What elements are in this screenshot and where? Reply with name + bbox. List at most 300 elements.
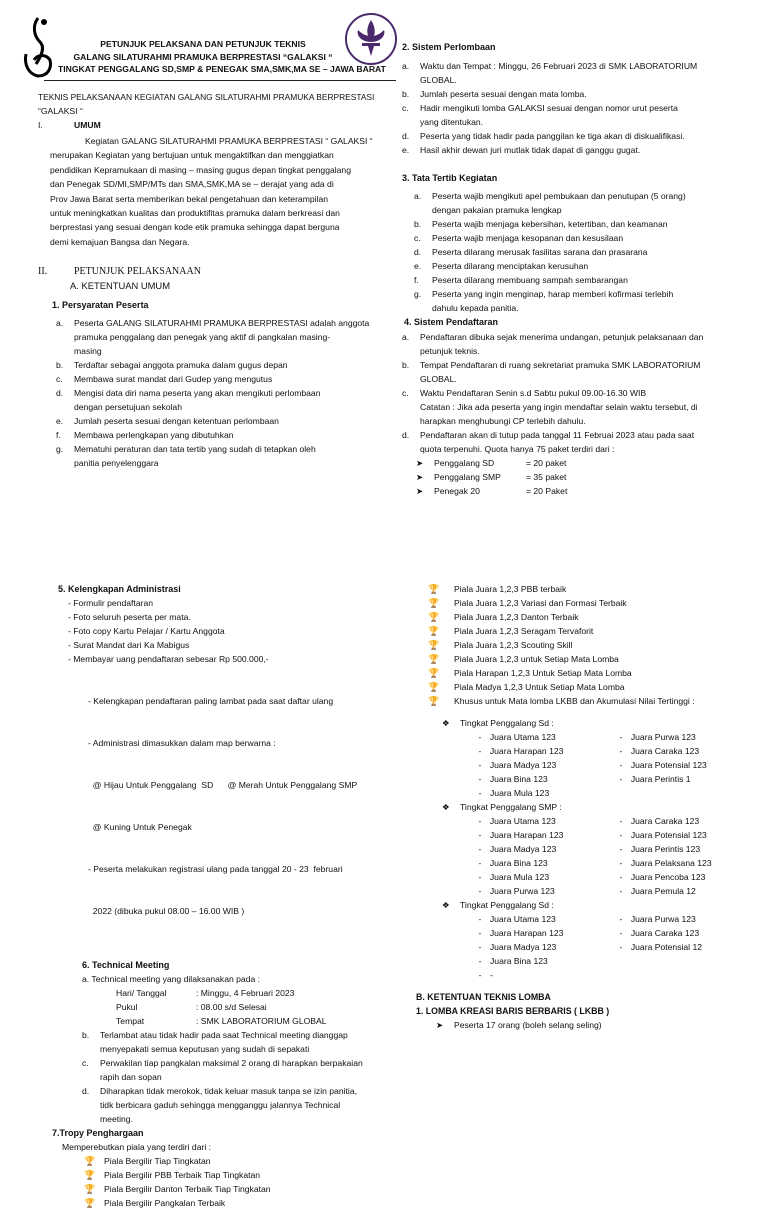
trophy-icon: 🏆 xyxy=(428,626,440,636)
list-line: rapih dan sopan xyxy=(100,1072,162,1082)
dash-marker: - xyxy=(619,872,623,882)
dash-marker: - xyxy=(619,858,623,868)
list-item xyxy=(56,414,378,428)
dash-marker: - xyxy=(478,732,482,742)
juara-item: Juara Madya 123 xyxy=(489,760,557,770)
list-line: Piala Bergilir PBB Terbaik Tiap Tingkatan xyxy=(104,1170,261,1180)
quota-name: Penggalang SD xyxy=(434,458,495,468)
tingkat-title: Tingkat Penggalang Sd : xyxy=(460,718,554,728)
juara-row xyxy=(470,954,752,968)
dash-marker: - xyxy=(619,830,623,840)
technical-meeting-title: 6. Technical Meeting xyxy=(82,960,170,970)
section-title: PETUNJUK PELAKSANAAN xyxy=(74,266,201,278)
section-juklak-heading xyxy=(38,265,378,279)
list-item xyxy=(414,189,742,217)
dash-marker: - xyxy=(619,774,623,784)
list-item xyxy=(414,259,742,273)
tingkat-list xyxy=(442,716,752,982)
list-line: harapkan menghubungi CP terlebih dahulu. xyxy=(420,416,586,426)
lkbb-title: 1. LOMBA KREASI BARIS BERBARIS ( LKBB ) xyxy=(416,1006,610,1016)
list-line: Piala Juara 1,2,3 Danton Terbaik xyxy=(454,612,579,622)
tropy-intro: Memperebutkan piala yang terdiri dari : xyxy=(62,1142,212,1152)
persyaratan-list xyxy=(56,316,378,470)
list-marker: e. xyxy=(402,145,410,155)
trophy-icon: 🏆 xyxy=(428,696,440,706)
juara-item: Juara Purwa 123 xyxy=(630,732,696,742)
list-marker: d. xyxy=(82,1086,90,1096)
list-item xyxy=(428,666,752,680)
list-line: Peserta wajib menjaga kebersihan, ketertiban, dan keamanan xyxy=(432,219,668,229)
list-line: Peserta dilarang menciptakan kerusuhan xyxy=(432,261,589,271)
list-item xyxy=(414,287,742,315)
list-line: - Peserta melakukan registrasi ulang pada tanggal 20 - 23 februari xyxy=(88,864,343,874)
dash-marker: - xyxy=(478,970,482,980)
juara-item: Juara Utama 123 xyxy=(489,732,556,742)
right-column xyxy=(402,582,752,1032)
list-marker: f. xyxy=(414,275,419,285)
list-marker: d. xyxy=(402,131,410,141)
trophy-icon: 🏆 xyxy=(84,1198,96,1208)
juara-row xyxy=(470,814,752,828)
list-marker: b. xyxy=(402,89,410,99)
meeting-details xyxy=(116,986,392,1028)
trophy-icon: 🏆 xyxy=(84,1184,96,1194)
detail-key: Hari/ Tanggal xyxy=(116,988,167,998)
subsection-title: A. KETENTUAN UMUM xyxy=(70,280,171,292)
left-column xyxy=(52,582,392,1210)
dash-marker: - xyxy=(619,942,623,952)
list-line: - Formulir pendaftaran xyxy=(68,598,154,608)
list-marker: a. xyxy=(56,318,64,329)
dash-marker: - xyxy=(478,886,482,896)
dash-marker: - xyxy=(478,914,482,924)
tingkat-heading xyxy=(442,716,752,730)
section-number: II. xyxy=(38,266,48,278)
page-one xyxy=(0,0,768,530)
list-line: GLOBAL. xyxy=(420,75,457,85)
list-line: Peserta yang ingin menginap, harap memberi kofirmasi terlebih xyxy=(432,289,674,299)
list-line: Catatan : Jika ada peserta yang ingin mendaftar selain waktu tersebut, di xyxy=(420,402,698,412)
list-line: Piala Juara 1,2,3 Scouting Skill xyxy=(454,640,573,650)
dash-marker: - xyxy=(619,732,623,742)
trophy-icon: 🏆 xyxy=(428,668,440,678)
page-two xyxy=(0,572,768,1208)
dash-marker: - xyxy=(478,872,482,882)
diamond-bullet-icon: ❖ xyxy=(442,718,450,728)
list-line: Terlambat atau tidak hadir pada saat Technical meeting dianggap xyxy=(100,1030,348,1040)
juara-row xyxy=(470,940,752,954)
list-line: - Kelengkapan pendaftaran paling lambat pada saat daftar ulang xyxy=(88,696,334,706)
list-marker: e. xyxy=(56,416,64,427)
list-line: Piala Juara 1,2,3 PBB terbaik xyxy=(454,584,567,594)
header-line: TINGKAT PENGGALANG SD,SMP & PENEGAK SMA,SMK,MA SE – JAWA BARAT xyxy=(58,64,386,74)
list-item xyxy=(402,428,742,456)
detail-key: Pukul xyxy=(116,1002,138,1012)
dash-marker: - xyxy=(619,914,623,924)
doc-title-line: “GALAKSI “ xyxy=(38,106,83,116)
trophy-icon: 🏆 xyxy=(428,612,440,622)
list-line: Pendaftaran akan di tutup pada tanggal 11 Februai 2023 atau pada saat xyxy=(420,430,695,440)
list-item xyxy=(84,1154,392,1168)
paragraph-line: untuk meningkatkan kualitas dan produktifitas pramuka dalam berkreasi dan xyxy=(50,208,340,219)
juara-item: Juara Harapan 123 xyxy=(489,830,564,840)
list-line: Piala Bergilir Pangkalan Terbaik xyxy=(104,1198,226,1208)
list-line: yang ditentukan. xyxy=(420,117,484,127)
juara-item: Juara Madya 123 xyxy=(489,942,557,952)
detail-value: : 08.00 s/d Selesai xyxy=(196,1002,267,1012)
dash-marker: - xyxy=(478,830,482,840)
dash-marker: - xyxy=(619,746,623,756)
list-marker: b. xyxy=(402,360,410,370)
list-item xyxy=(428,610,752,624)
dash-marker: - xyxy=(478,858,482,868)
list-line: Piala Juara 1,2,3 Seragam Tervaforit xyxy=(454,626,594,636)
juara-item: Juara Bina 123 xyxy=(490,956,548,966)
dash-marker: - xyxy=(619,844,623,854)
paragraph-line: berprestasi yang sesuai dengan kode etik pramuka sehingga dapat berguna xyxy=(50,222,340,233)
trophy-icon: 🏆 xyxy=(428,640,440,650)
dash-marker: - xyxy=(478,746,482,756)
arrow-bullet-icon: ➤ xyxy=(416,486,424,496)
list-line: - Surat Mandat dari Ka Mabigus xyxy=(68,640,190,650)
juara-item: Juara Pelaksana 123 xyxy=(630,858,712,868)
arrow-bullet-icon: ➤ xyxy=(436,1020,444,1030)
list-item xyxy=(56,386,378,414)
detail-value: : Minggu, 4 Februari 2023 xyxy=(196,988,295,998)
juara-row xyxy=(470,856,752,870)
list-line: Peserta dilarang membuang sampah sembarangan xyxy=(432,275,628,285)
list-marker: e. xyxy=(414,261,422,271)
list-item xyxy=(436,1018,752,1032)
arrow-bullet-icon: ➤ xyxy=(416,458,424,468)
quota-value: = 20 paket xyxy=(526,458,567,468)
dash-marker: - xyxy=(478,816,482,826)
list-line: Diharapkan tidak merokok, tidak keluar masuk tanpa se izin panitia, xyxy=(100,1086,357,1096)
list-line: - Membayar uang pendaftaran sebesar Rp 500.000,- xyxy=(68,654,269,664)
list-line: - Foto seluruh peserta per mata. xyxy=(68,612,191,622)
list-line: Jumlah peserta sesuai dengan mata lomba. xyxy=(420,89,587,99)
list-marker: a. xyxy=(402,332,410,342)
dash-marker: - xyxy=(478,956,482,966)
sistem-perlombaan-list xyxy=(402,59,742,157)
list-item xyxy=(402,129,742,143)
list-marker: g. xyxy=(414,289,422,299)
list-line: Piala Harapan 1,2,3 Untuk Setiap Mata Lomba xyxy=(454,668,632,678)
list-line: dengan pakaian pramuka lengkap xyxy=(432,205,562,215)
list-item xyxy=(56,372,378,386)
dash-marker: - xyxy=(478,942,482,952)
list-item xyxy=(428,624,752,638)
list-line: Membawa surat mandat dari Gudep yang mengutus xyxy=(74,374,273,385)
paragraph-line: merupakan Kegiatan yang bertujuan untuk mengaktifkan dan menggiatkan xyxy=(50,150,334,161)
paragraph-line: Prov Jawa Barat serta memberikan bekal pengetahuan dan keterampilan xyxy=(50,193,329,204)
doc-title-line: TEKNIS PELAKSANAAN KEGIATAN GALANG SILATURAHMI PRAMUKA BERPRESTASI xyxy=(38,92,375,102)
detail-key: Tempat xyxy=(116,1016,145,1026)
list-item xyxy=(414,273,742,287)
juara-item: Juara Harapan 123 xyxy=(489,746,564,756)
list-line: Waktu Pendaftaran Senin s.d Sabtu pukul 09.00-16.30 WIB xyxy=(420,388,647,398)
persyaratan-title: 1. Persyaratan Peserta xyxy=(52,300,149,311)
list-marker: g. xyxy=(56,444,64,455)
detail-value: : SMK LABORATORIUM GLOBAL xyxy=(196,1016,327,1026)
list-marker: c. xyxy=(402,388,409,398)
list-item xyxy=(428,596,752,610)
dash-marker: - xyxy=(478,844,482,854)
detail-row xyxy=(116,1000,392,1014)
juara-item: Juara Pemula 12 xyxy=(630,886,696,896)
list-line: masing xyxy=(74,346,102,357)
list-line: Terdaftar sebagai anggota pramuka dalam gugus depan xyxy=(74,360,288,371)
tingkat-heading xyxy=(442,898,752,912)
juara-item: Juara Perintis 123 xyxy=(630,844,701,854)
juara-item: Juara Mula 123 xyxy=(489,872,550,882)
list-marker: c. xyxy=(402,103,409,113)
detail-row xyxy=(116,1014,392,1028)
list-item xyxy=(402,330,742,358)
header-line: GALANG SILATURAHMI PRAMUKA BERPRESTASI “GALAKSI “ xyxy=(73,51,333,62)
trophy-icon: 🏆 xyxy=(428,598,440,608)
juara-item: Juara Potensial 12 xyxy=(630,942,703,952)
juara-item: Juara Perintis 1 xyxy=(630,774,691,784)
list-item xyxy=(402,59,742,87)
list-line: Khusus untuk Mata lomba LKBB dan Akumulasi Nilai Tertinggi : xyxy=(454,696,695,706)
juara-row xyxy=(470,968,752,982)
paragraph-line: pendidikan Kepramukaan di masing – masing gugus depan tingkat penggalang xyxy=(50,164,351,175)
trophy-icon: 🏆 xyxy=(428,584,440,594)
list-line: Peserta 17 orang (boleh selang seling) xyxy=(454,1020,602,1030)
trophy-icon: 🏆 xyxy=(84,1156,96,1166)
juara-item: Juara Purwa 123 xyxy=(489,886,555,896)
juara-item: - xyxy=(490,970,493,980)
juara-item: Juara Caraka 123 xyxy=(630,928,700,938)
kelengkapan-list xyxy=(68,596,392,946)
juara-row xyxy=(470,730,752,744)
list-line: GLOBAL. xyxy=(420,374,457,384)
list-item xyxy=(428,638,752,652)
diamond-bullet-icon: ❖ xyxy=(442,802,450,812)
juara-row xyxy=(470,842,752,856)
list-line: Piala Bergilir Tiap Tingkatan xyxy=(104,1156,211,1166)
juara-item: Juara Caraka 123 xyxy=(630,816,700,826)
list-line: petunjuk teknis. xyxy=(420,346,480,356)
list-marker: d. xyxy=(402,430,410,440)
list-item xyxy=(82,1084,392,1126)
document-header xyxy=(58,38,386,76)
list-line: - Foto copy Kartu Pelajar / Kartu Anggota xyxy=(68,626,225,636)
kelengkapan-sublist xyxy=(88,666,392,946)
trophy-icon: 🏆 xyxy=(428,654,440,664)
list-item xyxy=(414,217,742,231)
juara-row xyxy=(470,884,752,898)
quota-name: Penggalang SMP xyxy=(434,472,501,482)
left-column xyxy=(38,90,378,470)
quota-row xyxy=(416,456,742,470)
list-marker: d. xyxy=(414,247,422,257)
dash-marker: - xyxy=(478,760,482,770)
list-line: Piala Bergilir Danton Terbaik Tiap Tingkatan xyxy=(104,1184,271,1194)
list-item xyxy=(402,87,742,101)
dash-marker: - xyxy=(478,774,482,784)
list-item xyxy=(402,101,742,129)
list-marker: d. xyxy=(56,388,64,399)
list-marker: c. xyxy=(82,1058,89,1068)
list-item xyxy=(402,358,742,386)
trophy-icon: 🏆 xyxy=(428,682,440,692)
section-number: I. xyxy=(38,120,43,130)
juara-item: Juara Mula 123 xyxy=(490,788,550,798)
list-marker: a. xyxy=(402,61,410,71)
tunas-kelapa-logo xyxy=(18,14,58,86)
list-line: @ Hijau Untuk Penggalang SD @ Merah Untuk Penggalang SMP xyxy=(88,780,358,790)
juara-row xyxy=(470,744,752,758)
list-line: Hasil akhir dewan juri mutlak tidak dapat di ganggu gugat. xyxy=(420,145,641,155)
diamond-bullet-icon: ❖ xyxy=(442,900,450,910)
scout-fleur-de-lis-logo xyxy=(344,12,398,66)
list-line: Piala Juara 1,2,3 Variasi dan Formasi Terbaik xyxy=(454,598,627,608)
dash-marker: - xyxy=(619,816,623,826)
list-line: Piala Juara 1,2,3 untuk Setiap Mata Lomba xyxy=(454,654,619,664)
list-line: pramuka penggalang dan penegak yang aktif di pangkalan masing- xyxy=(74,332,331,343)
list-line: menyepakati semua keputusan yang sudah di sepakati xyxy=(100,1044,310,1054)
tingkat-title: Tingkat Penggalang Sd : xyxy=(460,900,554,910)
list-line: Hadir mengikuti lomba GALAKSI sesuai dengan nomor urut peserta xyxy=(420,103,678,113)
pendaftaran-list xyxy=(402,330,742,498)
list-item xyxy=(82,1056,392,1084)
juara-row xyxy=(470,758,752,772)
dash-marker: - xyxy=(619,928,623,938)
list-line: panitia penyelenggara xyxy=(74,458,159,469)
list-line: Peserta dilarang merusak fasilitas sarana dan prasarana xyxy=(432,247,648,257)
list-line: Mematuhi peraturan dan tata tertib yang sudah di tetapkan oleh xyxy=(74,444,316,455)
list-item xyxy=(82,1028,392,1056)
dash-marker: - xyxy=(478,928,482,938)
list-line: tidk berbicara gaduh sehingga mengganggu jalannya Technical xyxy=(100,1100,341,1110)
list-line: Peserta wajib menjaga kesopanan dan kesusilaan xyxy=(432,233,624,243)
trophy-icon: 🏆 xyxy=(84,1170,96,1180)
list-line: dengan persetujuan sekolah xyxy=(74,402,182,413)
tata-tertib-title: 3. Tata Tertib Kegiatan xyxy=(402,173,498,183)
list-item xyxy=(428,652,752,666)
juara-item: Juara Madya 123 xyxy=(489,844,557,854)
juara-row xyxy=(470,786,752,800)
juara-item: Juara Harapan 123 xyxy=(489,928,564,938)
list-item xyxy=(414,245,742,259)
arrow-bullet-icon: ➤ xyxy=(416,472,424,482)
juara-item: Juara Pencoba 123 xyxy=(630,872,706,882)
list-item xyxy=(414,231,742,245)
tropy-right-list xyxy=(428,582,752,708)
paragraph-line: demi kemajuan Bangsa dan Negara. xyxy=(50,236,190,247)
quota-row xyxy=(416,484,742,498)
list-item xyxy=(84,1182,392,1196)
list-line: a. Technical meeting yang dilaksanakan pada : xyxy=(82,974,261,984)
list-item xyxy=(402,386,742,428)
list-marker: b. xyxy=(82,1030,90,1040)
juara-row xyxy=(470,926,752,940)
list-line: Pendaftaran dibuka sejak menerima undangan, petunjuk pelaksanaan dan xyxy=(420,332,704,342)
section-title: UMUM xyxy=(74,120,101,130)
juara-item: Juara Potensial 123 xyxy=(630,760,707,770)
list-line: Mengisi data diri nama peserta yang akan mengikuti perlombaan xyxy=(74,388,321,399)
list-line: 2022 (dibuka pukul 08.00 – 16.00 WIB ) xyxy=(88,906,245,916)
juara-row xyxy=(470,772,752,786)
juara-item: Juara Purwa 123 xyxy=(630,914,696,924)
list-marker: b. xyxy=(56,360,64,371)
ketentuan-teknis-title: B. KETENTUAN TEKNIS LOMBA xyxy=(416,992,551,1002)
list-line: Peserta GALANG SILATURAHMI PRAMUKA BERPRESTASI adalah anggota xyxy=(74,318,370,329)
list-item xyxy=(428,694,752,708)
list-line: Membawa perlengkapan yang dibutuhkan xyxy=(74,430,234,441)
kelengkapan-title: 5. Kelengkapan Administrasi xyxy=(58,584,181,594)
list-line: meeting. xyxy=(100,1114,133,1124)
list-item xyxy=(56,428,378,442)
list-marker: f. xyxy=(56,430,61,441)
list-line: Piala Madya 1,2,3 Untuk Setiap Mata Lomba xyxy=(454,682,625,692)
juara-row xyxy=(470,870,752,884)
header-divider xyxy=(44,80,396,81)
dash-marker: - xyxy=(619,760,623,770)
juara-item: Juara Utama 123 xyxy=(489,816,556,826)
header-line: PETUNJUK PELAKSANA DAN PETUNJUK TEKNIS xyxy=(100,39,306,49)
section-umum-heading xyxy=(38,118,378,132)
tata-tertib-list xyxy=(414,189,742,315)
tropy-title: 7.Tropy Penghargaan xyxy=(52,1128,144,1138)
quota-row xyxy=(416,470,742,484)
quota-name: Penegak 20 xyxy=(434,486,480,496)
juara-row xyxy=(470,828,752,842)
quota-list xyxy=(416,456,742,498)
list-item xyxy=(56,316,378,358)
list-line: Waktu dan Tempat : Minggu, 26 Februari 2023 di SMK LABORATORIUM xyxy=(420,61,698,71)
list-item xyxy=(84,1196,392,1210)
sistem-perlombaan-title: 2. Sistem Perlombaan xyxy=(402,42,496,52)
detail-row xyxy=(116,986,392,1000)
list-item xyxy=(56,358,378,372)
juara-item: Juara Caraka 123 xyxy=(630,746,700,756)
dash-marker: - xyxy=(478,788,482,798)
paragraph-line: Kegiatan GALANG SILATURAHMI PRAMUKA BERPRESTASI “ GALAKSI “ xyxy=(85,136,373,146)
list-line: Peserta yang tidak hadir pada panggilan ke tiga akan di diskualifikasi. xyxy=(420,131,685,141)
technical-meeting-body xyxy=(82,972,392,1126)
juara-item: Juara Potensial 123 xyxy=(630,830,707,840)
juara-item: Juara Bina 123 xyxy=(489,774,548,784)
list-item xyxy=(56,442,378,470)
list-item xyxy=(402,143,742,157)
list-line: Tempat Pendaftaran di ruang sekretariat pramuka SMK LABORATORIUM xyxy=(420,360,701,370)
list-line: @ Kuning Untuk Penegak xyxy=(88,822,192,832)
list-line: Jumlah peserta sesuai dengan ketentuan perlombaan xyxy=(74,416,279,427)
pendaftaran-title: 4. Sistem Pendaftaran xyxy=(404,317,499,327)
list-marker: a. xyxy=(414,191,422,201)
tropy-left-list xyxy=(84,1154,392,1210)
list-line: Perwakilan tiap pangkalan maksimal 2 orang di harapkan berpakaian xyxy=(100,1058,363,1068)
juara-item: Juara Utama 123 xyxy=(489,914,556,924)
list-marker: b. xyxy=(414,219,422,229)
right-column xyxy=(402,40,742,498)
juara-item: Juara Bina 123 xyxy=(489,858,548,868)
list-marker: c. xyxy=(414,233,421,243)
list-marker: c. xyxy=(56,374,63,385)
umum-paragraph xyxy=(50,134,378,249)
quota-value: = 20 Paket xyxy=(526,486,568,496)
paragraph-line: dan Penegak SD/MI,SMP/MTs dan SMA,SMK,MA se – derajat yang ada di xyxy=(50,179,334,190)
list-item xyxy=(428,680,752,694)
list-item xyxy=(84,1168,392,1182)
list-line: Peserta wajib mengikuti apel pembukaan dan penutupan (5 orang) xyxy=(432,191,686,201)
quota-value: = 35 paket xyxy=(526,472,567,482)
dash-marker: - xyxy=(619,886,623,896)
juara-row xyxy=(470,912,752,926)
